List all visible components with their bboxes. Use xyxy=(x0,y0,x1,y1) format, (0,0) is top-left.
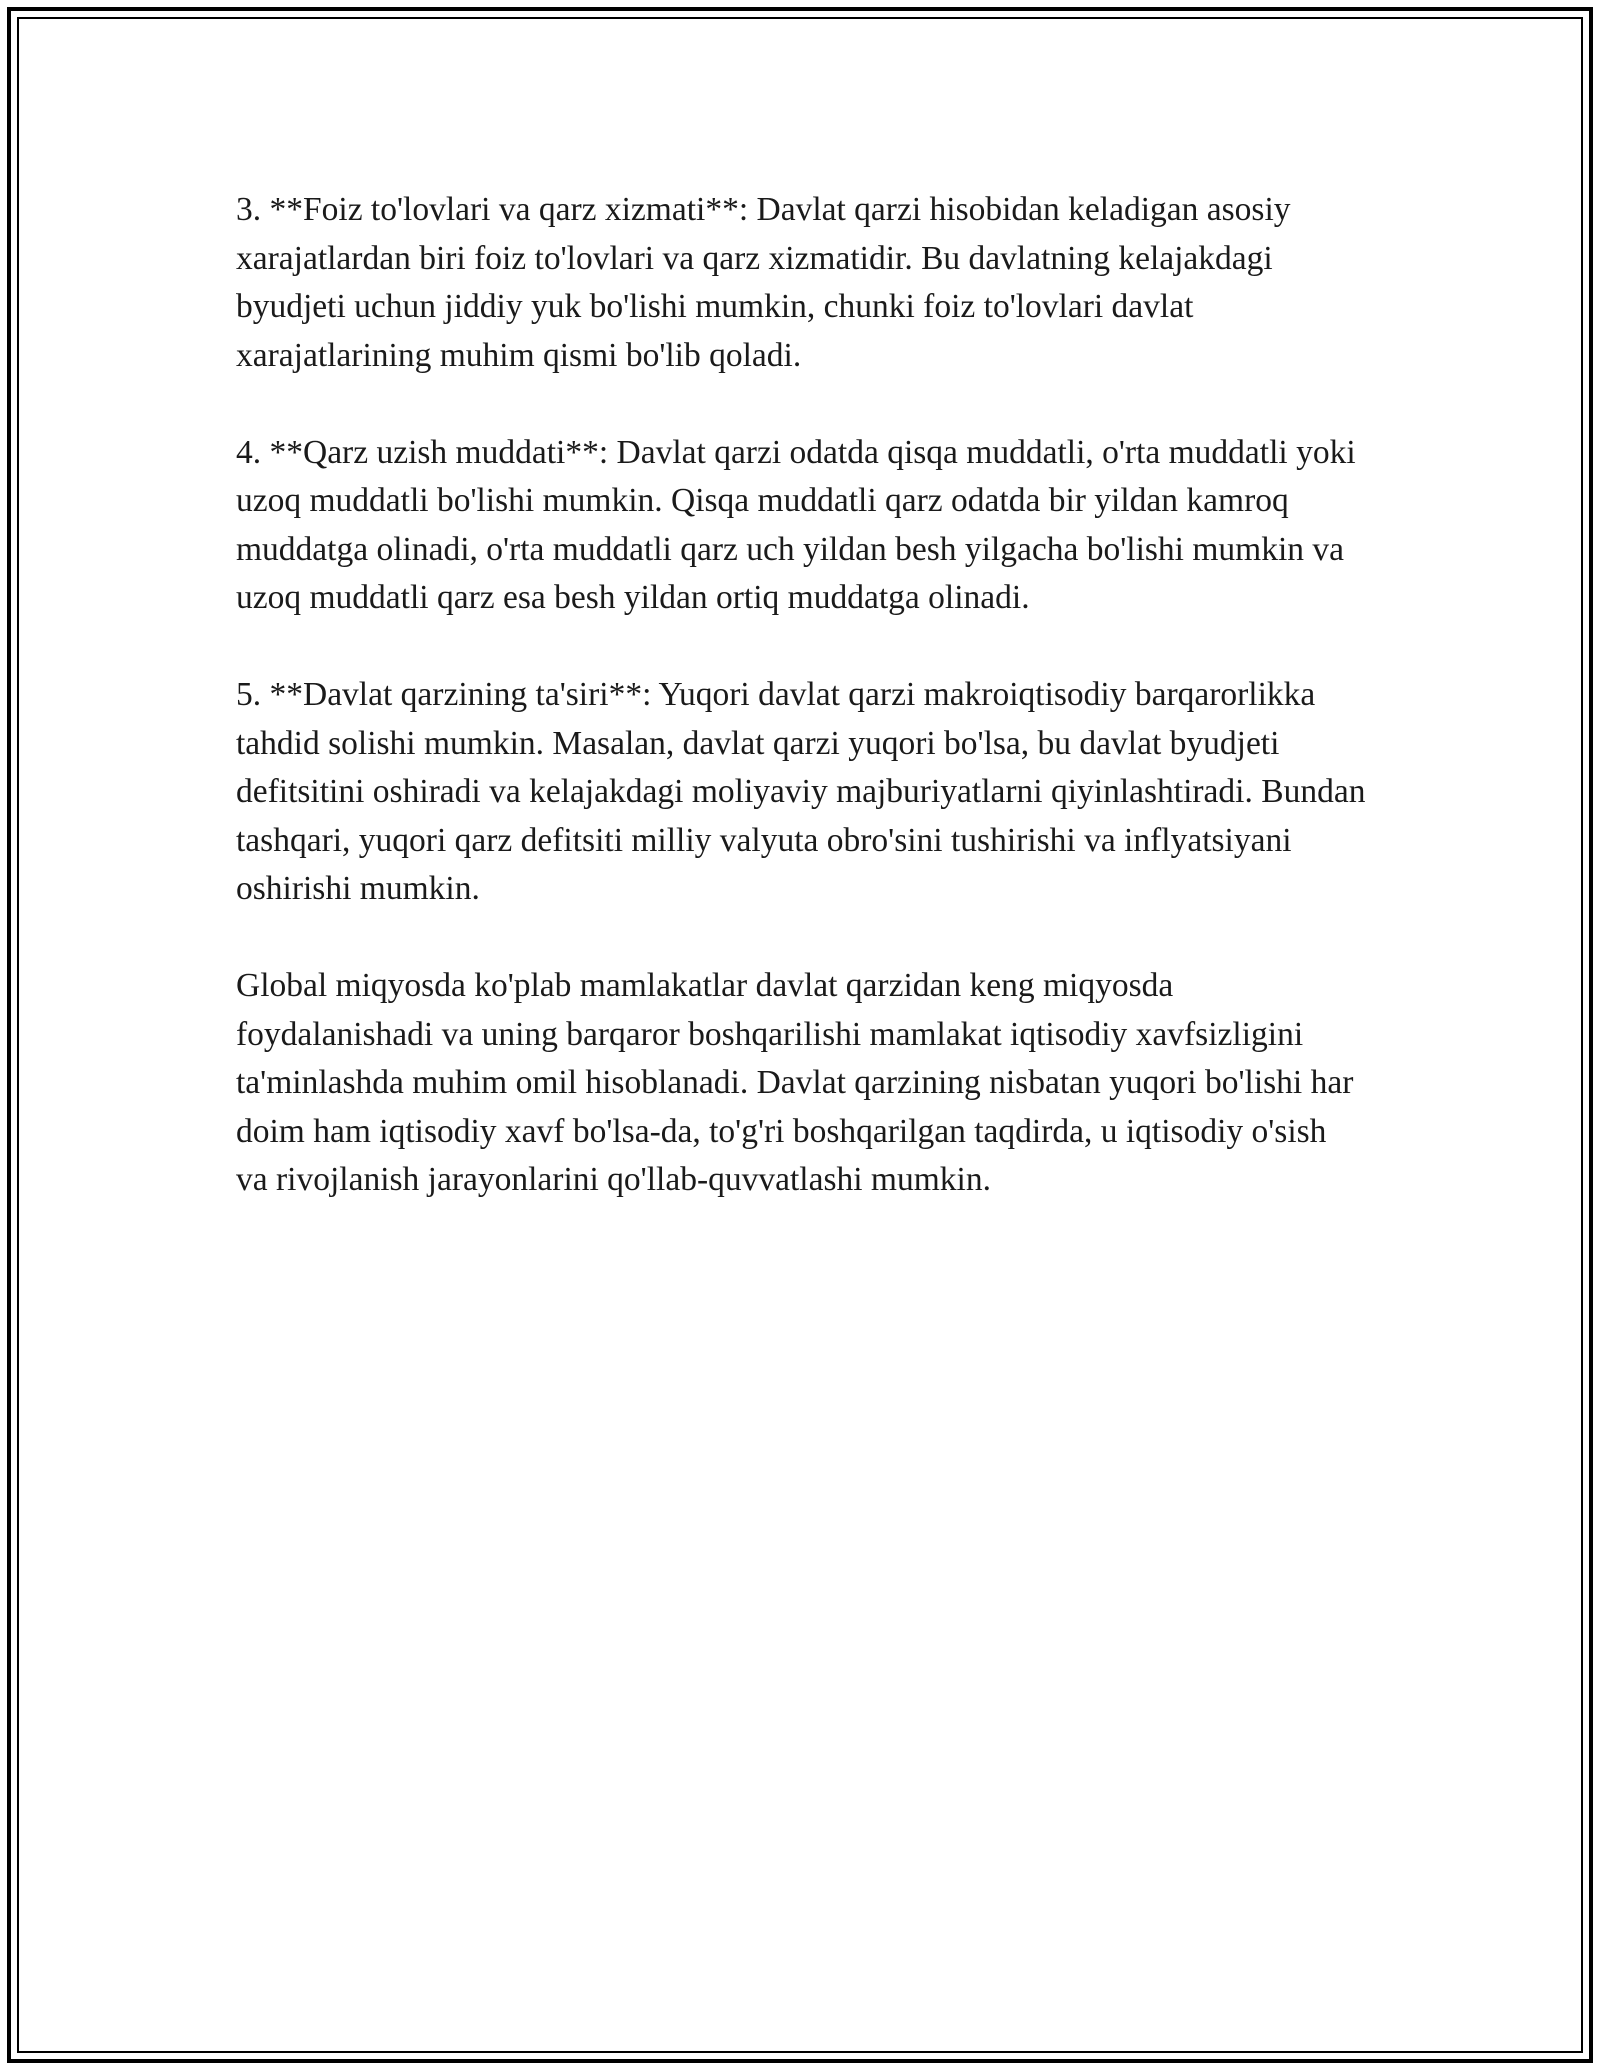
paragraph-qarz-uzish-muddati: 4. **Qarz uzish muddati**: Davlat qarzi odatda qisqa muddatli, o'rta muddatli yoki uzoq muddatli bo'lishi mumkin. Qisqa muddatli qarz odatda bir yildan kamroq muddatga olinadi, o'rta muddatli qarz uch yildan besh yilgacha bo'lishi mumkin va uzoq muddatli qarz esa besh yildan ortiq muddatga olinadi. xyxy=(236,433,1356,616)
document-body xyxy=(236,186,1366,1253)
paragraph-global-conclusion: Global miqyosda ko'plab mamlakatlar davlat qarzidan keng miqyosda foydalanishadi va uning barqaror boshqarilishi mamlakat iqtisodiy xavfsizligini ta'minlashda muhim omil hisoblanadi. Davlat qarzining nisbatan yuqori bo'lishi har doim ham iqtisodiy xavf bo'lsa-da, to'g'ri boshqarilgan taqdirda, u iqtisodiy o'sish va rivojlanish jarayonlarini qo'llab-quvvatlashi mumkin. xyxy=(236,967,1354,1198)
paragraph-foiz-tolovlari: 3. **Foiz to'lovlari va qarz xizmati**: Davlat qarzi hisobidan keladigan asosiy xarajatlardan biri foiz to'lovlari va qarz xizmatidir. Bu davlatning kelajakdagi byudjeti uchun jiddiy yuk bo'lishi mumkin, chunki foiz to'lovlari davlat xarajatlarining muhim qismi bo'lib qoladi. xyxy=(236,191,1291,374)
paragraph-davlat-qarzining-tasiri: 5. **Davlat qarzining ta'siri**: Yuqori davlat qarzi makroiqtisodiy barqarorlikka tahdid solishi mumkin. Masalan, davlat qarzi yuqori bo'lsa, bu davlat byudjeti defitsitini oshiradi va kelajakdagi moliyaviy majburiyatlarni qiyinlashtiradi. Bundan tashqari, yuqori qarz defitsiti milliy valyuta obro'sini tushirishi va inflyatsiyani oshirishi mumkin. xyxy=(236,676,1366,907)
